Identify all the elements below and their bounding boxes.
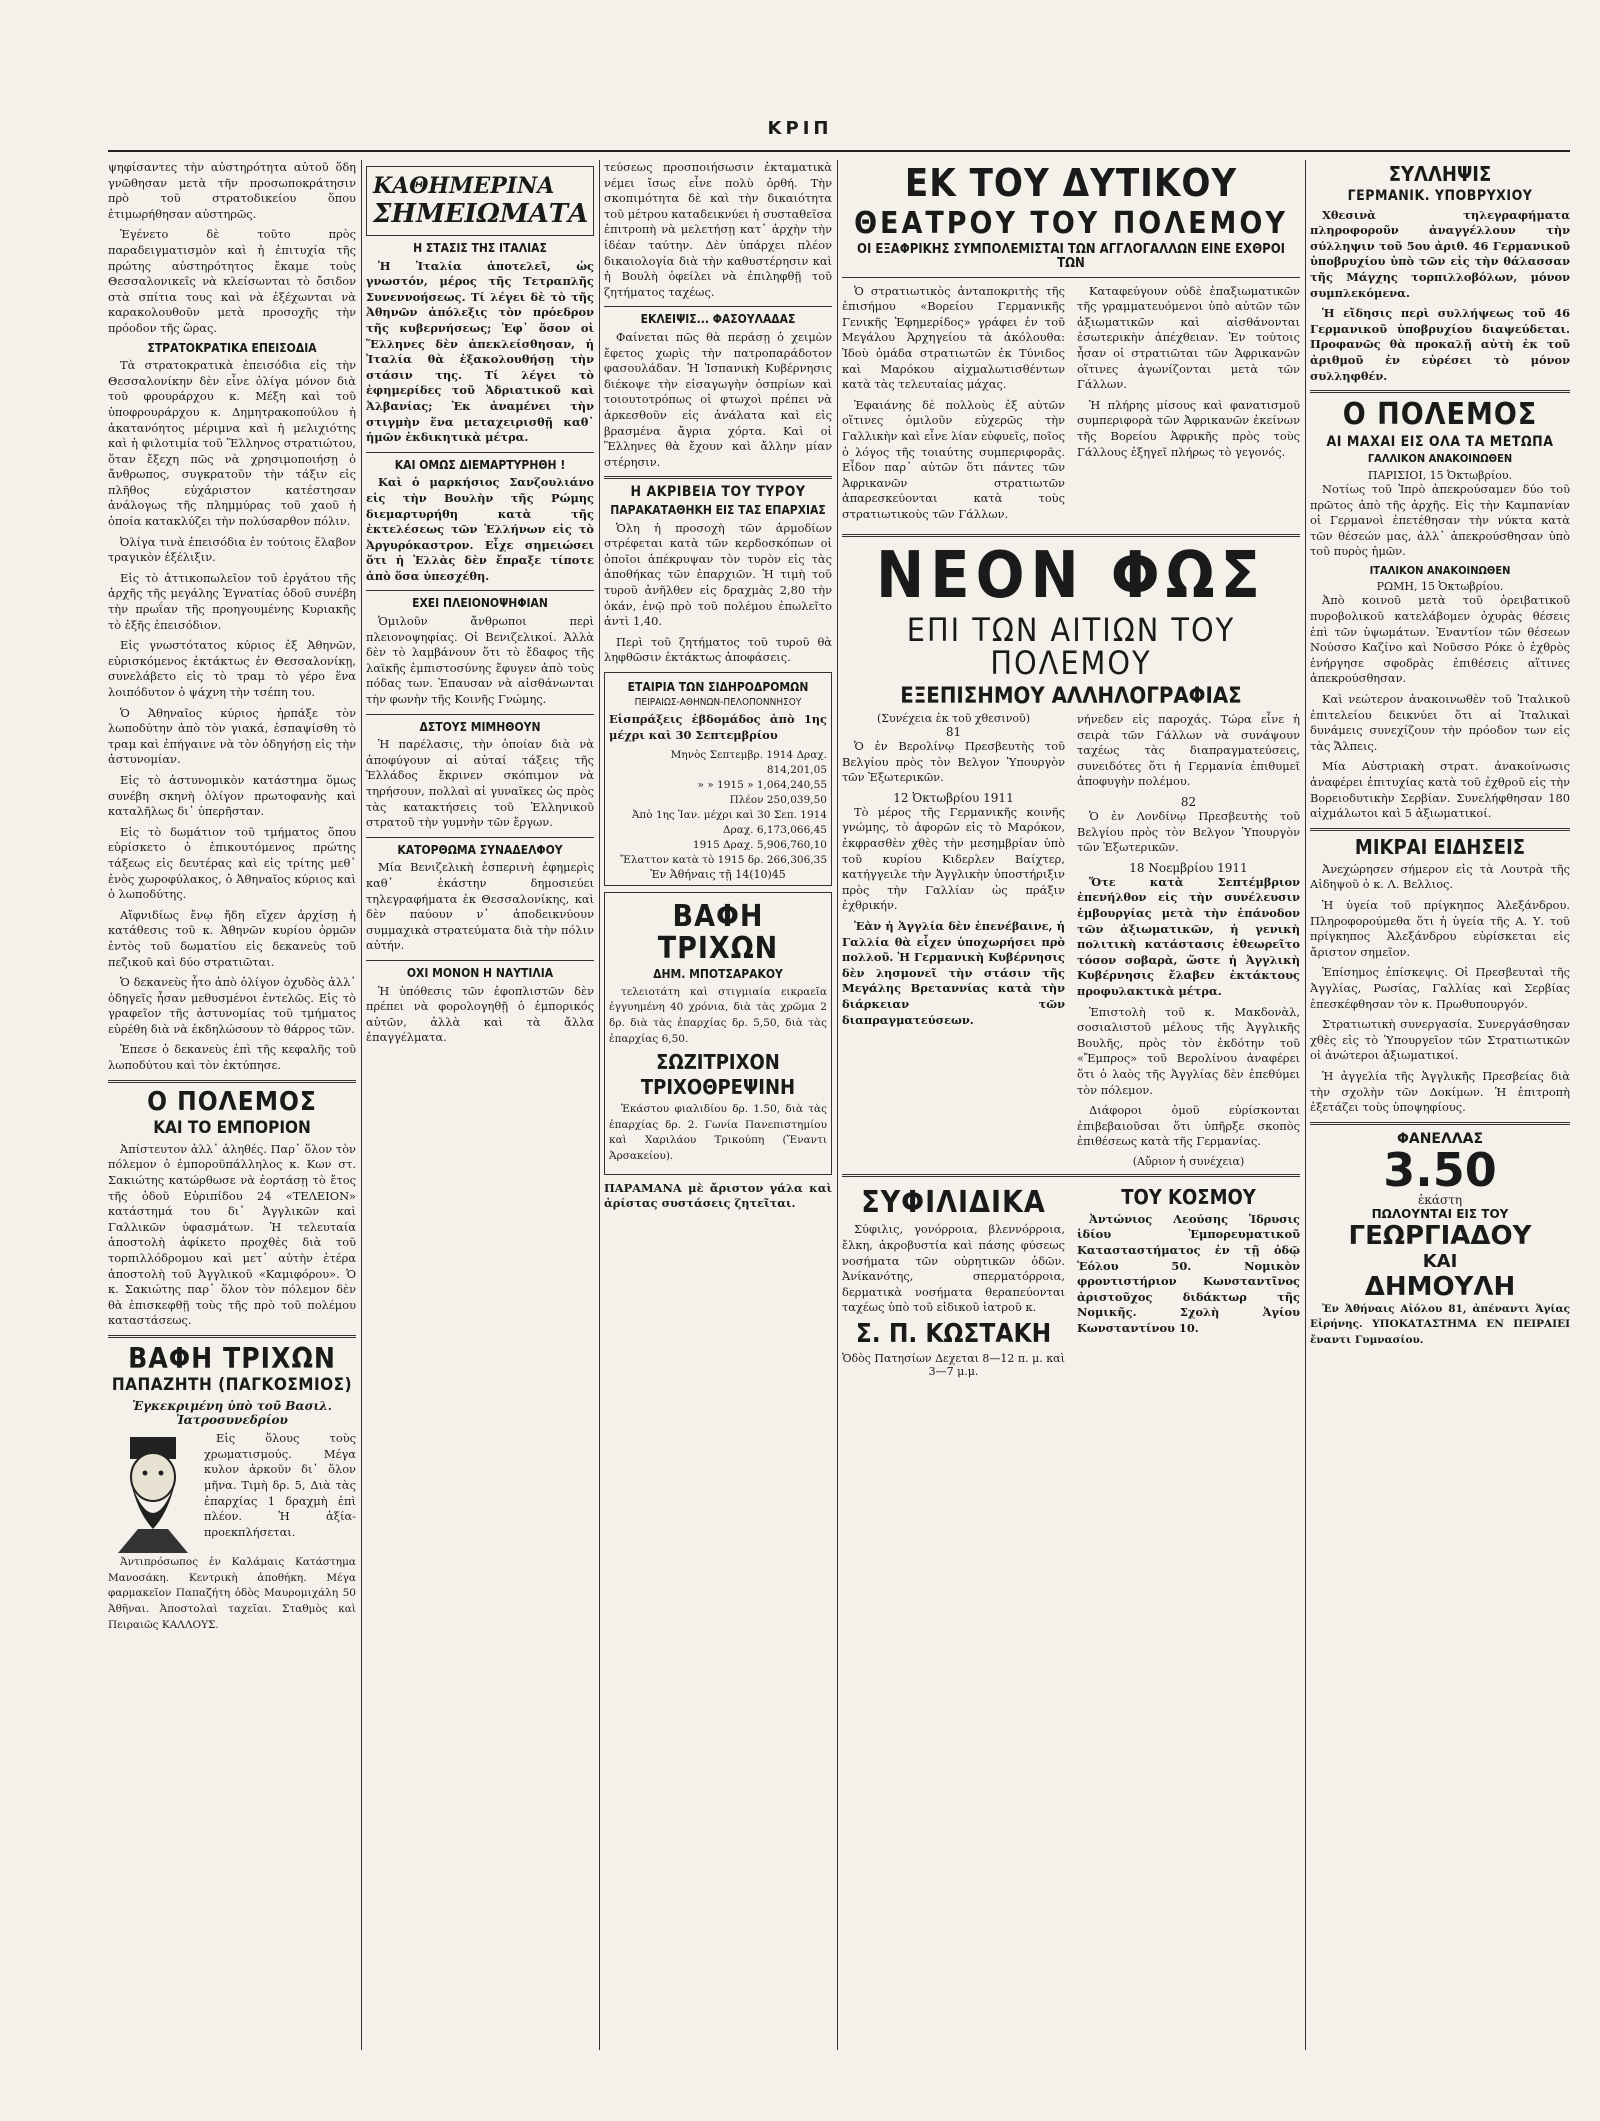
ad-headline: ΣΥΦΙΛΙΔΙΚΑ <box>861 1184 1046 1220</box>
article-text: Καὶ ὁ μαρκήσιος Σανζουλιάνο εἰς τὴν Βουλὴν τῆς Ρώμης διεμαρτυρήθη κατὰ τῆς ἐκτελέσεως τῶν Ἑλλήνων εἰς τὸ Ἀργυρόκαστρον. Εἶχε σημειώσει ὅτι ἡ Ἑλλὰς δὲν ἔπραξε τίποτε ἀπὸ ὅσα ὑπεσχέθη. <box>366 475 594 583</box>
article-text: Ὁ Ἀθηναῖος κύριος ἠρπάξε τὸν λωποδύτην ἀπὸ τὸν γιακά, ἐσπαψίσθη τὸ τραμ καὶ ἐπήγαινε νὰ τὸν ὁδηγήσῃ εἰς τὴν ἀστυνομίαν. <box>108 705 356 767</box>
article-text: Ἐπιστολὴ τοῦ κ. Μακδονὰλ, σοσιαλιστοῦ μέλους τῆς Ἀγγλικῆς Βουλῆς, πρὸς τὸν ἐκδότην τοῦ «Ἔμπρος» τοῦ Βερολίνου ἀναφέρει ὅτι ὁ λαὸς τῆς Ἀγγλίας δὲν ἐπεθύμει τὸν πόλεμον. <box>1077 1004 1300 1097</box>
dateline: ΡΩΜΗ, 15 Ὀκτωβρίου. <box>1376 580 1504 594</box>
divider <box>366 714 594 715</box>
article-text: Ἀνεχώρησεν σήμερον εἰς τὰ Λουτρὰ τῆς Αἰδηψοῦ ὁ κ. Λ. Βελλιος. <box>1310 861 1570 892</box>
notice-date: Ἐν Ἀθήναις τῇ 14(10)45 <box>650 868 786 882</box>
section-heading: ΔΣΤΟΥΣ ΜΙΜΗΘΟΥΝ <box>419 719 541 734</box>
ad-name: ΓΕΩΡΓΙΑΔΟΥ <box>1348 1220 1532 1251</box>
article-text: Ἡ ὑπόθεσις τῶν ἐφοπλιστῶν δὲν πρέπει νὰ φορολογηθῇ ὁ ἐμπορικός αὐτῶν, ἀλλὰ καὶ τὰ ἄλλα ἐπαγγέλματα. <box>366 983 594 1045</box>
headline-sub: ΑΙ ΜΑΧΑΙ ΕΙΣ ΟΛΑ ΤΑ ΜΕΤΩΠΑ <box>1326 433 1554 450</box>
ad-product: ΣΩΖΙΤΡΙΧΟΝ <box>656 1050 780 1075</box>
headline-sub: ΓΕΡΜΑΝΙΚ. ΥΠΟΒΡΥΧΙΟΥ <box>1347 188 1533 204</box>
section-heading: ΟΧΙ ΜΟΝΟΝ Η ΝΑΥΤΙΛΙΑ <box>406 965 554 980</box>
ad-headline: ΒΑΦΗ ΤΡΙΧΩΝ <box>657 899 779 966</box>
article-text: Εἰς γνωστότατος κύριος ἐξ Ἀθηνῶν, εὑρισκόμενος ἐκτάκτως ἐν Θεσσαλονίκῃ, συνελάβετο εἰς τὸ τραμ τὸ γέρο ἕνα λοιπόδυτον ὁ ψάχνη τὴν τσέπη του. <box>108 638 356 699</box>
continued-note: (Συνέχεια ἐκ τοῦ χθεσινοῦ) <box>876 712 1030 726</box>
ad-name: ΔΗΜΟΥΛΗ <box>1364 1271 1516 1302</box>
headline-sub: ΕΞΕΠΙΣΗΜΟΥ ΑΛΛΗΛΟΓΡΑΦΙΑΣ <box>900 683 1242 709</box>
headline: Ο ΠΟΛΕΜΟΣ <box>1342 397 1538 433</box>
masthead: ΚΡΙΠ <box>767 118 833 139</box>
column-divider <box>599 160 600 2050</box>
ad-unit: ἑκάστη <box>1417 1192 1463 1207</box>
notice-text: Εἰσπράξεις ἑβδομάδος ἀπὸ 1ης μέχρι καὶ 30 Σεπτεμβρίου <box>609 712 827 742</box>
column-divider <box>837 160 838 2050</box>
headline: ΜΙΚΡΑΙ ΕΙΔΗΣΕΙΣ <box>1354 834 1526 859</box>
section-heading: ΚΑΙ ΟΜΩΣ ΔΙΕΜΑΡΤΥΡΗΘΗ ! <box>394 457 566 472</box>
headline-sub: ΚΑΙ ΤΟ ΕΜΠΟΡΙΟΝ <box>153 1117 311 1138</box>
article-text: Μία Αὐστριακὴ στρατ. ἀνακοίνωσις ἀναφέρει ἐπιτυχίας κατὰ τοῦ ἐχθροῦ εἰς τὴν Βορειοδυτικὴν Σερβίαν. Συνελήφθησαν 180 αἰχμάλωτοι καὶ 5 ἀξιωματικοί. <box>1310 759 1570 821</box>
notice-row: Πλέον 250,039,50 <box>729 794 827 807</box>
headline-2: ΘΕΑΤΡΟΥ ΤΟΥ ΠΟΛΕΜΟΥ <box>854 205 1288 241</box>
ad-footer: Ἐν Ἀθήναις Αἰόλου 81, ἀπέναντι Ἁγίας Εἰρήνης. ΥΠΟΚΑΤΑΣΤΗΜΑ ΕΝ ΠΕΙΡΑΙΕΙ ἔναντι Γυμνασίου. <box>1310 1302 1570 1346</box>
article-text: Εἰς τὸ ἀττικοπωλεῖον τοῦ ἐργάτου τῆς ἀρχῆς τῆς μεγάλης Ἐγνατίας ὁδοῦ συνέβη τὴν πρωΐαν τῆς προηγουμένης Κυριακῆς τὸ ἑξῆς ἐπεισόδιον. <box>108 570 356 632</box>
article-text: τεύσεως προσποιήσωσιν ἐκταματικὰ νέμει ἴσως εἶνε πολὺ ὀρθή. Τὴν σκοπιμότητα δὲ καὶ τὴν δικαιότητα τοῦ μέτρου καταδεικνύει ἡ συσταθεῖσα ἐπιτροπὴ νὰ μελετήσῃ κατ᾽ ἀρχὴν τὴν ἰδέαν ταύτην. Δὲν ὑπάρχει πλέον δικαιολογία διὰ τὴν καθυστέρησιν καὶ ἡ Βουλὴ ὀφείλει νὰ ἐπιληφθῇ τοῦ ζητήματος ταχέως. <box>604 160 832 299</box>
doc-date: 12 Ὀκτωβρίου 1911 <box>893 790 1014 805</box>
column-divider <box>1305 160 1306 2050</box>
notice-title: ΕΤΑΙΡΙΑ ΤΩΝ ΣΙΔΗΡΟΔΡΟΜΩΝ <box>627 679 809 694</box>
section-heading: ΙΤΑΛΙΚΟΝ ΑΝΑΚΟΙΝΩΘΕΝ <box>1369 563 1511 577</box>
ad-conj: ΚΑΙ <box>1422 1250 1458 1272</box>
article-text: Εἰς τὸ δωμάτιον τοῦ τμήματος ὅπου εὑρίσκετο ὁ ἐπικουτόμενος πρώτης τάξεως εἰς δευτέρας καὶ εἰς τρίτης μεθ᾽ ἑνὸς χωροφύλακος, ὁ Ἀθηναῖος κύριος καὶ ὁ λωποδύτης. <box>108 824 356 902</box>
article-text: Φαίνεται πῶς θὰ περάσῃ ὁ χειμὼν ἔφετος χωρὶς τὴν πατροπαράδοτον φασουλάδαν. Ἡ Ἰσπανικὴ Κυβέρνησις διέκοψε τὴν εἰσαγωγὴν ὀσπρίων καὶ τοιουτοτρόπως οἱ φτωχοὶ πρέπει νὰ ἀρκεσθοῦν εἰς ἀνάλατα καὶ εἰς βρασμένα ἄγρια χόρτα. Καὶ οἱ Ἕλληνες θὰ ἔχουν καὶ ἄλλην μίαν στέρησιν. <box>604 329 832 469</box>
ad-address: Ὁδὸς Πατησίων Δεχεται 8—12 π. μ. καὶ 3—7 μ.μ. <box>842 1352 1065 1379</box>
article-text: Ἐφαιάνης δὲ πολλοὺς ἐξ αὐτῶν οἵτινες ὁμιλοῦν εὐχερῶς τὴν Γαλλικὴν καὶ εἶνε λίαν εὐφυεῖς, ποῖος ὁ λόγος τῆς τοιαύτης συμπεριφορᾶς. Εἶδον παρ᾽ αὐτῶν ὅτι πάντες τῶν Ἀφρικανῶν στρατιωτῶν ἀπαρεσκεύονται κατὰ τοὺς στρατιωτικοὺς τῶν Γάλλων. <box>842 397 1065 521</box>
divider <box>108 1080 356 1083</box>
headline-2: ΕΠΙ ΤΩΝ ΑΙΤΙΩΝ ΤΟΥ ΠΟΛΕΜΟΥ <box>906 610 1236 683</box>
article-text: Ὁ ἐν Βερολίνῳ Πρεσβευτὴς τοῦ Βελγίου πρὸς τὸν Βελγον Ὑπουργὸν τῶν Ἐξωτερικῶν. <box>842 739 1065 785</box>
divider <box>604 306 832 307</box>
article-text: Ἡ ἀγγελία τῆς Ἀγγλικῆς Πρεσβείας διὰ τὴν σχολὴν τῶν Δοκίμων. Ἡ ἐπιτροπὴ ἐξετάζει τοὺς ὑποψηφίους. <box>1310 1068 1570 1115</box>
headline: ΣΥΛΛΗΨΙΣ <box>1388 162 1492 186</box>
ad-subtitle: Ἐγκεκριμένη ὑπὸ τοῦ Βασιλ. Ἰατροσυνεδρίου <box>132 1399 332 1428</box>
divider <box>366 452 594 453</box>
article-text: Ὁ στρατιωτικὸς ἀνταποκριτὴς τῆς ἐπισήμου «Βορείου Γερμανικῆς Γενικῆς Ἐφημερίδος» γράφει ἐν τοῦ Μεγάλου Ἀρχηγείου τὰ ἀκόλουθα: Ἰδοὺ ὁμάδα στρατιωτῶν ἐκ Τύνιδος καὶ Μαρόκου αἰχμαλωτισθέντων κατὰ τὰς τελευταίας μάχας. <box>842 283 1065 392</box>
article-text: Ὀλίγα τινὰ ἐπεισόδια ἐν τούτοις ἔλαβον τραγικὸν ἐξέλιξιν. <box>108 534 356 565</box>
ad-text: Εἰς ὅλους τοὺς χρωματισμούς. Μέγα κυλον ἀρκοῦν δι᾽ ὅλον μῆνα. Τιμὴ δρ. 5, Διὰ τὰς ἐπαρχίας 1 δραχμὴ ἐπὶ πλέον. Ἡ ἀξία-προεκπλήσεται. <box>204 1431 356 1539</box>
column-5 <box>1310 160 1570 2050</box>
dateline: ΠΑΡΙΣΙΟΙ, 15 Ὀκτωβρίου. <box>1367 468 1513 482</box>
column-2 <box>366 160 594 2050</box>
ad-price: 3.50 <box>1383 1142 1497 1197</box>
column-title: ΚΑΘΗΜΕΡΙΝΑ <box>373 173 555 199</box>
headline: Ο ΠΟΛΕΜΟΣ <box>147 1086 317 1117</box>
ad-name: Σ. Π. ΚΩΣΤΑΚΗ <box>855 1318 1052 1349</box>
divider <box>842 534 1300 537</box>
section-heading: ΓΑΛΛΙΚΟΝ ΑΝΑΚΟΙΝΩΘΕΝ <box>1367 452 1513 466</box>
continued-note: (Αὔριον ἡ συνέχεια) <box>1132 1154 1245 1168</box>
column-title-2: ΣΗΜΕΙΩΜΑΤΑ <box>373 199 589 229</box>
ad-text: Σύφιλις, γονόρροια, βλεννόρροια, ἔλκη, ἀκροβυστία καὶ πάσης φύσεως νοσήματα τῶν οὐρητικῶν ὁδῶν. Ἀνίκανότης, σπερματόρροια, δερματικὰ νοσήματα θεραπεύονται ταχέως ὑπὸ τοῦ εἰδικοῦ ἰατροῦ κ. <box>842 1222 1065 1315</box>
ad-headline: ΤΟΥ ΚΟΣΜΟΥ <box>1121 1184 1256 1209</box>
article-text: νήνεδεν εἰς παροχάς. Τώρα εἶνε ἡ σειρὰ τῶν Γάλλων νὰ συνάψουν ταχέως τὰς διαπραγματεύσεις, συνειδότες ὅτι ἡ Γερμανία ἐπιθυμεῖ ἀποφυγὴν πολέμου. <box>1077 712 1300 789</box>
headline: Η ΑΚΡΙΒΕΙΑ ΤΟΥ ΤΥΡΟΥ <box>630 484 806 501</box>
divider <box>1310 390 1570 393</box>
section-heading: ΚΑΤΟΡΘΩΜΑ ΣΥΝΑΔΕΛΦΟΥ <box>397 842 563 857</box>
article-text: Εἰς τὸ ἀστυνομικὸν κατάστημα ὅμως συνέβη σκηνὴ ὀλίγον πρωτοφανὴς καὶ καταλῆλως δι᾽ ὑπερῆσταν. <box>108 772 356 819</box>
notice-row: Ἀπὸ 1ης Ἰαν. μέχρι καὶ 30 Σεπ. 1914 Δραχ. 6,173,066,45 <box>631 809 827 837</box>
divider <box>1310 828 1570 831</box>
article-text: Τὰ στρατοκρατικὰ ἐπεισόδια εἰς τὴν Θεσσαλονίκην δὲν εἶνε ὀλίγα μόνον διὰ τοῦ φρουράρχου κ. Μέξη καὶ τοῦ ὑποφρουράρχου κ. Δημητρακοπούλου ἡ ἀκατανόητος μέριμνα καὶ ἡ μελιχιότης καὶ ἡ φιλοτιμία τοῦ Ἕλληνος στρατιώτου, ὅταν ἔξεχη πῶς νὰ χρησιμοποιήσῃ ὁ ἄνθρωπος, συγκρατοῦν τὴν τάξιν εἰς πλῆθος εὐχάριστον κατέστησαν ἀνάλογως τῆς πλημμύρας τοῦ χαοῦ ἡ ὁποία κατακλύζει τὴν πολύσαρθον πόλιν. <box>108 358 356 529</box>
section-heading: ΕΧΕΙ ΠΛΕΙΟΝΟΨΗΦΙΑΝ <box>412 596 548 611</box>
ad-headline: ΦΑΝΕΛΛΑΣ <box>1396 1130 1484 1147</box>
notice-subtitle: ΠΕΙΡΑΙΩΣ-ΑΘΗΝΩΝ-ΠΕΛΟΠΟΝΝΗΣΟΥ <box>634 696 802 708</box>
doc-date: 18 Νοεμβρίου 1911 <box>1129 860 1248 875</box>
ad-text: Ἀντώνιος Λεούσης Ἱδρυσις ἰδίου Ἐμπορευματικοῦ Κατασταστήματος ἐν τῇ ὁδῷ Ἐόλου 50. Νομικὸν φροντιστήριον Κωνσταντῖνος ἀριστοῦχος διδάκτωρ τῆς Νομικῆς. Σχολὴ Ἀγίου Κωνσταντίνου 10. <box>1077 1211 1300 1336</box>
divider <box>366 590 594 591</box>
article-text: Ὁλη ἡ προσοχὴ τῶν ἀρμοδίων στρέφεται κατὰ τῶν κερδοσκόπων οἱ ὁποῖοι ἀπέκρυψαν τὸν τυρὸν εἰς τὰς ἀποθήκας τῶν ἐπαρχιῶν. Ἡ τιμὴ τοῦ τυροῦ ἀνῆλθεν εἰς δραχμὰς 2,80 τὴν ὀκάν, ἐνῷ πρὸ τοῦ πολέμου ἐπωλεῖτο ἀντὶ 1,40. <box>604 520 832 629</box>
doc-number: 81 <box>945 725 962 740</box>
classified-text: ΠΑΡΑΜΑΝΑ μὲ ἄριστον γάλα καὶ ἀρίστας συστάσεις ζητεῖται. <box>604 1180 832 1211</box>
headline: ΝΕΟΝ ΦΩΣ <box>876 538 1266 613</box>
column-4 <box>842 160 1300 2050</box>
ad-brand: ΔΗΜ. ΜΠΟΤΣΑΡΑΚΟΥ <box>653 967 783 982</box>
article-text: Περὶ τοῦ ζητήματος τοῦ τυροῦ θὰ ληφθῶσιν ἐκτάκτως ἀποφάσεις. <box>604 634 832 665</box>
notice-figures <box>609 748 827 868</box>
article-text: Καταφεύγουν οὐδὲ ἐπαξιωματικῶν τῆς γραμματευόμενοι ὑπὸ αὐτῶν τῶν ἀξιωματικῶν καὶ αἰσθάνονται ἐσωτερικὴν ἀπέχθειαν. Ἐν τούτοις ἦσαν οἱ στρατιῶται τῶν Ἀφρικανῶν οἵτινες ἀγωνίζονται μετὰ τῶν Γάλλων. <box>1077 283 1300 392</box>
divider <box>366 960 594 961</box>
article-text: Διάφοροι ὁμοῦ εὑρίσκονται ἐπιβεβαιοῦσαι ὅτι ὑπῆρξε σκοπὸς ἐπιθέσεως κατὰ τῆς Γερμανίας. <box>1077 1103 1300 1149</box>
headline: ΕΚ ΤΟΥ ΔΥΤΙΚΟΥ <box>904 161 1238 205</box>
divider <box>1310 1122 1570 1125</box>
divider <box>108 1335 356 1338</box>
ad-headline: ΒΑΦΗ ΤΡΙΧΩΝ <box>128 1341 336 1375</box>
section-heading: ΕΚΛΕΙΨΙΣ... ΦΑΣΟΥΛΑΔΑΣ <box>640 312 796 327</box>
column-divider <box>361 160 362 2050</box>
notice-row: » » 1915 » 1,064,240,55 <box>697 779 827 792</box>
article-text: Ὁ ἐν Λονδίνῳ Πρεσβευτὴς τοῦ Βελγίου πρὸς τὸν Βελγον Ὑπουργὸν τῶν Ἐξωτερικῶν. <box>1077 809 1300 855</box>
article-text: Ἡ ὑγεία τοῦ πρίγκηπος Ἀλεξάνδρου. Πληροφορούμεθα ὅτι ἡ ὑγεία τῆς Α. Υ. τοῦ πρίγκηπος Ἀλεξάνδρου εὑρίσκεται εἰς ἄριστον σημεῖον. <box>1310 897 1570 959</box>
article-text: Ἡ παρέλασις, τὴν ὁποίαν διὰ νὰ ἀποφύγουν αἱ αὐταί τάξεις τῆς Ἑλλάδος ἔκρινεν σκόπιμον νὰ τηρήσουν, πολλαὶ αἱ γυναῖκες ὡς πρὸς τὰς κατακτήσεις τοῦ Ἑλληνικοῦ στρατοῦ τὴν γυμνὴν τῶν ἔργων. <box>366 737 594 830</box>
article-text: Ἐπεσε ὁ δεκανεὺς ἐπὶ τῆς κεφαλῆς τοῦ λωποδύτου καὶ τὸν ἐκτύπησε. <box>108 1042 356 1073</box>
ad-text: τελειοτάτη καὶ στιγμιαία εικραεῖα ἐγγυημένη 40 χρόνια, διὰ τὰς χρῶμα 2 δρ. διὰ τὰς ἐπαρχίας δρ. 5,50, διὰ τὰς ἐπαρχίας 6,50. <box>609 985 827 1045</box>
ad-footer: Ἀντιπρόσωπος ἐν Καλάμαις Κατάστημα Μανοσάκη. Κεντρικὴ ἀποθήκη. Μέγα φαρμακεῖον Παπαζήτη ὁδὸς Μαυρομιχάλη 50 Ἀθῆναι. Ἀποστολαὶ ταχεῖαι. Σταθμὸς καὶ Πειραιῶς ΚΑΛΛΟΥΣ. <box>108 1556 356 1631</box>
divider <box>842 1174 1300 1177</box>
divider <box>366 837 594 838</box>
article-text: Τὸ μέρος τῆς Γερμανικῆς κοινῆς γνώμης, τὸ ἀφορῶν εἰς τὸ Μαρόκον, ἐκφρασθὲν χθὲς τὴν μεσημβρίαν ὑπὸ τοῦ κυρίου Κιδερλεν Βαίχτερ, κατήγγειλε τὴν Ἀγγλικὴν ὑποστήριξιν πρὸς τὴν Γαλλίαν ὡς πράξιν ἐχθρικήν. <box>842 804 1065 913</box>
article-text: Στρατιωτικὴ συνεργασία. Συνεργάσθησαν χθὲς εἰς τὸ Ὑπουργεῖον τῶν Στρατιωτικῶν οἱ ἀνώτεροι ἀξιωματικοί. <box>1310 1017 1570 1063</box>
ad-text: Ἑκάστου φιαλιδίου δρ. 1.50, διὰ τὰς ἐπαρχίας δρ. 2. Γωνία Πανεπιστημίου καὶ Χαριλάου Τρικούπη (Ἔναντι Ἀρσακείου). <box>609 1103 827 1162</box>
article-text: Ἀπίστευτον ἀλλ᾽ ἀληθές. Παρ᾽ ὅλον τὸν πόλεμον ὁ ἐμποροϋπάλληλος κ. Κων στ. Σακιώτης κατώρθωσε νὰ ἐορτάσῃ τὸ ἔτος τῆς ὁδοῦ Εὐριπίδου 24 «ΤΕΛΕΙΟΝ» κατάστημά του δι᾽ Ἀγγλικῶν καὶ Γαλλικῶν ὑφασμάτων. Ἡ τελευταία ἀποστολὴ ἀφίκετο προχθὲς διὰ τοῦ τορπιλλόδρομου καὶ μετ᾽ αὐτὴν ἑτέρα ἀποστολὴ τοῦ Ἀγγλικοῦ «Καμιφόρου». Ὁ κ. Σακιώτης παρ᾽ ὅλον τὸν πόλεμον δὲν θὰ ἐπισκεφθῇ τοὺς τῆς πρὸ τοῦ πολέμου καταστάσεως. <box>108 1141 356 1328</box>
ad-product: ΤΡΙΧΟΘΡΕΨΙΝΗ <box>640 1075 796 1100</box>
divider <box>842 277 1300 278</box>
article-text: Ἡ εἴδησις περὶ συλλήψεως τοῦ 46 Γερμανικοῦ ὑποβρυχίου διαψεύδεται. Προφανῶς θὰ προκαλῇ αὐτὴ ἐκ τοῦ ἀριθμοῦ ἐν εὐρέσει τὸ μόνον συλληφθέν. <box>1310 306 1570 383</box>
article-text: Χθεσινὰ τηλεγραφήματα πληροφοροῦν ἀναγγέλλουν τὴν σύλληψιν τοῦ 5ου ἀριθ. 46 Γερμανικοῦ ὑποβρυχίου ὑπὸ τῶν εἰς τὴν θάλασσαν τῆς Μάγχης τορπιλλοβόλων, μόνον συμπλεκόμενα. <box>1310 207 1570 300</box>
article-text: Μία Βενιζελικὴ ἑσπερινὴ ἐφημερὶς καθ᾽ ἑκάστην δημοσιεύει τηλεγραφήματα ἐκ Θεσσαλονίκης, καὶ δὲν παύουν ν᾽ ἀποδεικνύουν συμμαχικὰ στρατεύματα διὰ τὴν πόλιν αὐτήν. <box>366 860 594 953</box>
article-text: ψηφίσαντες τὴν αὐστηρότητα αὐτοῦ ὅδη γνῶθησαν μετὰ τῆν προσωποκράτησιν πρὸ τοῦ στρατοδικείου ὅπου ἐτιμωρήθησαν αὐστηρῶς. <box>108 160 356 221</box>
article-text: Νοτίως τοῦ Ἰπρὸ ἀπεκρούσαμεν δύο τοῦ πρῶτος ἀπὸ τῆς ἀρχῆς. Εἰς τὴν Καμπανίαν οἱ Γερμανοὶ ἐπετέθησαν τὴν νύκτα κατὰ τῶν θέσεών μας, ἀλλ᾽ ἀπεκρούσθησαν ὑπὸ τοῦ πυρὸς ἡμῶν. <box>1310 481 1570 559</box>
section-heading: Η ΣΤΑΣΙΣ ΤΗΣ ΙΤΑΛΙΑΣ <box>413 241 547 255</box>
top-rule <box>108 150 1570 152</box>
notice-row: Μηνὸς Σεπτεμβρ. 1914 Δραχ. 814,201,05 <box>670 749 827 777</box>
doc-number: 82 <box>1180 795 1197 810</box>
article-text: Καὶ νεώτερον ἀνακοινωθὲν τοῦ Ἰταλικοῦ ἐπιτελείου δεικνύει ὅτι αἱ Ἰταλικαὶ δυνάμεις συνεχίζουν τὴν πρόοδον των εἰς τὰς Ἄλπεις. <box>1310 692 1570 753</box>
railway-notice <box>604 672 832 886</box>
article-text: Ὅτε κατὰ Σεπτέμβριον ἐπενήλθον εἰς τὴν συνέλευσιν ἐμβουργίας μετὰ τὴν ἐπάνοδον τῶν ἀξιωματικῶν, ἡ γενικὴ πολιτικὴ κατάστασις ἐθεωρεῖτο τόσον σοβαρὰ, ὥστε ἡ Ἀγγλικὴ Κυβέρνησις ἔλαβεν ἐκτάκτους προφυλακτικὰ μέτρα. <box>1077 874 1300 998</box>
article-text: Ἡ πλήρης μίσους καὶ φανατισμοῦ συμπεριφορὰ τῶν Ἀφρικανῶν ἐκείνων τῆς Βορείου Ἀφρικῆς πρὸς τοὺς Γάλλους ἐξηγεῖ πλήρως τὸ γεγονός. <box>1077 397 1300 459</box>
article-text: Ἡ Ἰταλία ἀποτελεῖ, ὡς γνωστόν, μέρος τῆς Τετραπλῆς Συνεννοήσεως. Τί λέγει δὲ τὸ τῆς Ἀθηνῶν ἀπόλεξις τὸν πρόεδρον τῆς κυβερνήσεως; Ἐφ᾽ ὅσον οἱ Ἕλληνες δὲν ἀπεκλείσθησαν, ἡ Ἰταλία θὰ ἐξακολουθήσῃ τὴν στάσιν της. Τί λέγει τὸ ἐφημερίδες τοῦ Ἀδριατικοῦ καὶ Ἀλβανίας; Ἐκ ἀναμένει τὴν στιγμὴν ἕνα μεταχειρισθῇ καθ᾽ ἡμῶν ἐκδικητικὰ μέτρα. <box>366 258 594 445</box>
ad-brand: ΠΑΠΑΖΗΤΗ (ΠΑΓΚΟΣΜΙΟΣ) <box>111 1375 353 1396</box>
ad-text: ΠΩΛΟΥΝΤΑΙ ΕΙΣ ΤΟΥ <box>1371 1206 1509 1221</box>
article-text: Ἐὰν ἡ Ἀγγλία δὲν ἐπενέβαινε, ἡ Γαλλία θὰ εἶχεν ὑποχωρήσει πρὸ πολλοῦ. Ἡ Γερμανικὴ Κυβέρνησις δὲν λησμονεῖ τὴν στάσιν τῆς Μεγάλης Βρεταννίας κατὰ τὴν διάρκειαν τῶν διαπραγματεύσεων. <box>842 918 1065 1027</box>
section-heading: ΣΤΡΑΤΟΚΡΑΤΙΚΑ ΕΠΕΙΣΟΔΙΑ <box>147 340 317 355</box>
notice-row: 1915 Δραχ. 5,906,760,10 <box>692 839 827 852</box>
article-text: Ὁ δεκανεὺς ἦτο ἀπὸ ὀλίγον ὀχυδὸς ἀλλ᾽ ὁδηγεῖς ἦσαν μεθυσμένοι ἐντελῶς. Εἰς τὸ γραφεῖον τῆς ἀστυνομίας τοῦ τμήματος εὑρέθη διὰ νὰ ἐκδηλώσουν τὸ θάρρος τῶν. <box>108 975 356 1036</box>
headline-sub: ΠΑΡΑΚΑΤΑΘΗΚΗ ΕΙΣ ΤΑΣ ΕΠΑΡΧΙΑΣ <box>610 502 826 517</box>
article-text: Ὁμιλοῦν ἄνθρωποι περὶ πλειονοψηφίας. Οἱ Βενιζελικοί. Ἀλλὰ δὲν τὸ λαμβάνουν ὅτι τὸ ἔδαφος τῆς λαϊκῆς ἐμπιστοσύνης ἔφυγεν ἀπὸ τοὺς πόδας των. Ἐπαυσαν νὰ αἰσθάνωνται τὴν φωνὴν τῆς Κοινῆς Γνώμης. <box>366 614 594 707</box>
divider <box>604 476 832 479</box>
column-3 <box>604 160 832 2050</box>
notice-row: Ἔλαττον κατὰ τὸ 1915 δρ. 266,306,35 <box>620 854 827 867</box>
article-text: Ἐγένετο δὲ τοῦτο πρὸς παραδειγματισμὸν καὶ ἡ ἐπιτυχία τῆς πρώτης αὐστηρότητος ἔκαμε τοὺς Θεσσαλονικεῖς νὰ κλείσωνται τὸ ὄσιδον στὰ σπίτια τους καὶ νὰ ἐξέχωνται νὰ καρακολουθοῦν μετὰ προσοχῆς τὴν πρόοδον τῆς ὥρας. <box>108 227 356 335</box>
headline-sub: ΟΙ ΕΞΑΦΡΙΚΗΣ ΣΥΜΠΟΛΕΜΙΣΤΑΙ ΤΩΝ ΑΓΓΛΟΓΑΛΛΩΝ ΕΙΝΕ ΕΧΘΡΟΙ ΤΩΝ <box>857 242 1285 272</box>
article-text: Αἴφνιδίως ἔνῳ ἤδη εἴχεν ἀρχίσῃ ἡ κατάθεσις τοῦ κ. Ἀθηνῶν κυρίου ὁρμῶν ἐντὸς τοῦ δωματίου εἰς δεκανεὺς τοῦ πεζικοῦ καὶ δύο στρατιῶται. <box>108 907 356 969</box>
article-text: Ἀπὸ κοινοῦ μετὰ τοῦ ὀρειβατικοῦ πυροβολικοῦ κατελάβομεν ὀχυρὰς θέσεις ἐπὶ τῶν ὑψωμάτων. Ἐναντίον τῶν θέσεων Νούσσο Καζίνο καὶ Νοῦσσο Ρόκε ὁ ἐχθρὸς ἐνήργησε σφοδρὰς ἐπιθέσεις αἵτινες ἀπεκρούσθησαν. <box>1310 593 1570 686</box>
article-text: Ἐπίσημος ἐπίσκεψις. Οἱ Πρεσβευταὶ τῆς Ἀγγλίας, Ρωσίας, Γαλλίας καὶ Σερβίας ἐπεσκέφθησαν τὸν κ. Πρωθυπουργόν. <box>1310 965 1570 1011</box>
column-1 <box>108 160 356 2050</box>
portrait-illustration <box>108 1433 198 1553</box>
